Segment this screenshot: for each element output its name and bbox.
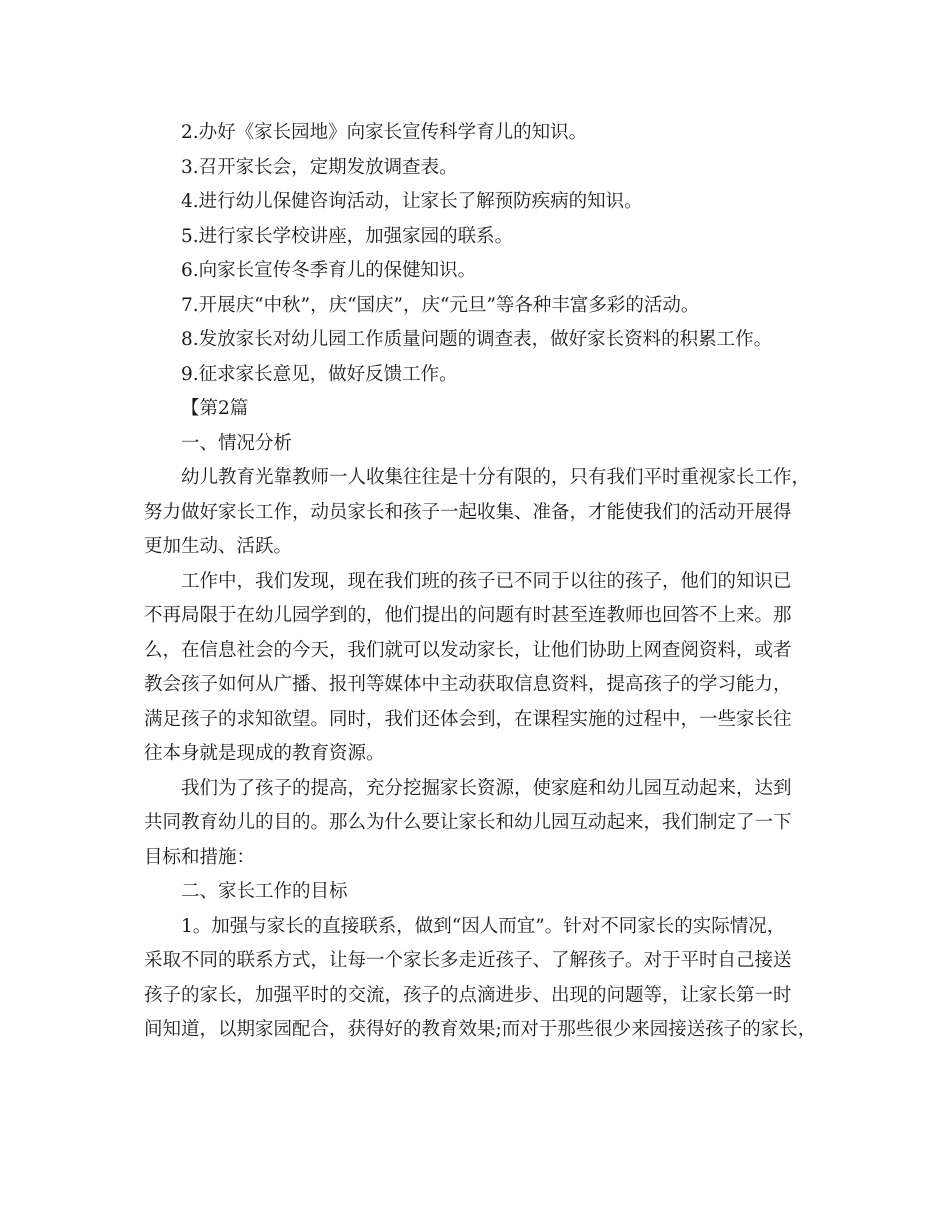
paragraph-2-line-2: 不再局限于在幼儿园学到的，他们提出的问题有时甚至连教师也回答不上来。那 [144, 605, 792, 626]
paragraph-4-line-4: 间知道，以期家园配合，获得好的教育效果;而对于那些很少来园接送孩子的家长， [144, 1019, 817, 1040]
paragraph-4-line-3: 孩子的家长，加强平时的交流，孩子的点滴进步、出现的问题等，让家长第一时 [144, 984, 792, 1006]
paragraph-4-line-1: 1。加强与家长的直接联系，做到“因人而宜”。针对不同家长的实际情况， [181, 915, 786, 937]
list-item-3: 3.召开家长会，定期发放调查表。 [181, 156, 458, 178]
list-item-5: 5.进行家长学校讲座，加强家园的联系。 [181, 225, 514, 247]
paragraph-2-line-3: 么，在信息社会的今天，我们就可以发动家长，让他们协助上网查阅资料，或者 [144, 639, 792, 661]
paragraph-2-line-4: 教会孩子如何从广播、报刊等媒体中主动获取信息资料，提高孩子的学习能力， [144, 674, 792, 695]
paragraph-2-line-5: 满足孩子的求知欲望。同时，我们还体会到，在课程实施的过程中，一些家长往 [144, 708, 792, 730]
section-heading-situation: 一、情况分析 [181, 432, 293, 454]
paragraph-2-line-6: 往本身就是现成的教育资源。 [144, 743, 385, 764]
paragraph-1-line-3: 更加生动、活跃。 [144, 536, 293, 557]
list-item-4: 4.进行幼儿保健咨询活动，让家长了解预防疾病的知识。 [181, 191, 643, 212]
section-marker: 【第2篇 [181, 398, 249, 419]
list-item-8: 8.发放家长对幼儿园工作质量问题的调查表，做好家长资料的积累工作。 [181, 329, 773, 350]
list-item-2: 2.办好《家长园地》向家长宣传科学育儿的知识。 [181, 122, 588, 143]
document-body [144, 116, 834, 1048]
paragraph-3-line-2: 共同教育幼儿的目的。那么为什么要让家长和幼儿园互动起来，我们制定了一下 [144, 812, 792, 833]
paragraph-2-line-1: 工作中，我们发现，现在我们班的孩子已不同于以往的孩子，他们的知识已 [181, 570, 792, 592]
paragraph-1-line-1: 幼儿教育光靠教师一人收集往往是十分有限的，只有我们平时重视家长工作， [181, 467, 811, 488]
paragraph-1-line-2: 努力做好家长工作，动员家长和孩子一起收集、准备，才能使我们的活动开展得 [144, 501, 792, 523]
list-item-6: 6.向家长宣传冬季育儿的保健知识。 [181, 260, 477, 281]
section-heading-goals: 二、家长工作的目标 [181, 881, 348, 902]
paragraph-3-line-3: 目标和措施： [144, 846, 256, 868]
paragraph-3-line-1: 我们为了孩子的提高，充分挖掘家长资源，使家庭和幼儿园互动起来，达到 [181, 777, 792, 799]
list-item-9: 9.征求家长意见，做好反馈工作。 [181, 363, 458, 385]
paragraph-4-line-2: 采取不同的联系方式，让每一个家长多走近孩子、了解孩子。对于平时自己接送 [144, 950, 792, 971]
list-item-7: 7.开展庆“中秋”，庆“国庆”，庆“元旦”等各种丰富多彩的活动。 [181, 294, 700, 316]
